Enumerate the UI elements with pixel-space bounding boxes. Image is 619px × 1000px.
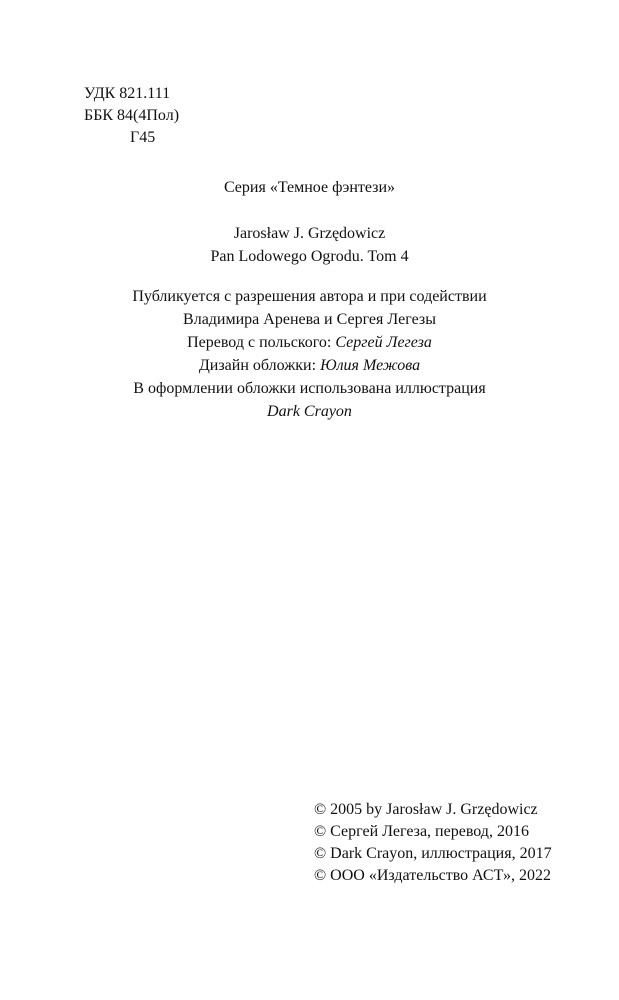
illustrator-name: Dark Crayon xyxy=(267,403,352,420)
credits-block xyxy=(0,286,619,424)
design-line xyxy=(0,355,619,378)
permission-line-1: Публикуется с разрешения автора и при содействии xyxy=(132,288,487,305)
udk-code: УДК 821.111 xyxy=(84,85,171,102)
original-edition-block xyxy=(0,223,619,269)
illustration-line: В оформлении обложки использована иллюстрация xyxy=(133,380,486,397)
original-author: Jarosław J. Grzędowicz xyxy=(233,225,386,242)
designer-name: Юлия Межова xyxy=(320,357,421,374)
original-title: Pan Lodowego Ogrodu. Tom 4 xyxy=(210,248,409,265)
copyright-line: © ООО «Издательство АСТ», 2022 xyxy=(314,867,551,884)
permission-line-2: Владимира Аренева и Сергея Легезы xyxy=(183,311,436,328)
library-classification xyxy=(84,83,244,149)
author-mark: Г45 xyxy=(130,129,156,146)
design-label: Дизайн обложки: xyxy=(198,357,321,374)
series-block xyxy=(0,177,619,200)
translation-line xyxy=(0,332,619,355)
copyright-line: © 2005 by Jarosław J. Grzędowicz xyxy=(314,801,538,818)
copyright-line: © Dark Crayon, иллюстрация, 2017 xyxy=(314,845,552,862)
translator-name: Сергей Легеза xyxy=(335,334,432,351)
translation-label: Перевод с польского: xyxy=(187,334,336,351)
copyright-block xyxy=(314,799,604,887)
bbk-code: ББК 84(4Пол) xyxy=(84,107,180,124)
series-title: Серия «Темное фэнтези» xyxy=(223,179,396,196)
copyright-line: © Сергей Легеза, перевод, 2016 xyxy=(314,823,529,840)
